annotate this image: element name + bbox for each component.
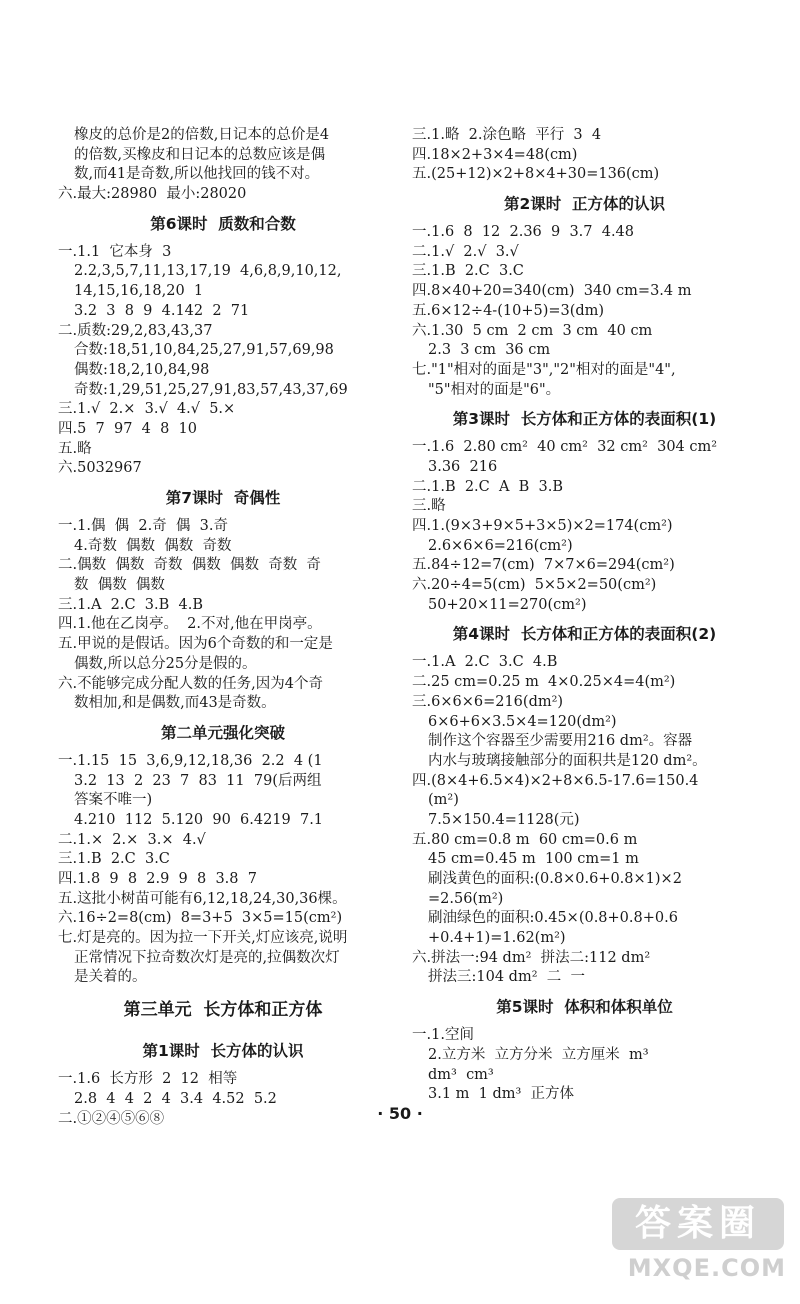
answer-line: 三.1.A 2.C 3.B 4.B: [58, 596, 203, 613]
answer-line: 四.18×2+3×4=48(cm): [412, 146, 578, 163]
answer-line: 四.1.8 9 8 2.9 9 8 3.8 7: [58, 871, 257, 887]
answer-line: 七.灯是亮的。因为拉一下开关,灯应该亮,说明: [58, 930, 348, 947]
answer-line: 二.1.√ 2.√ 3.√: [412, 243, 519, 260]
answer-line: 一.1.空间: [412, 1027, 474, 1044]
answer-line: 拼法三:104 dm² 二 一: [428, 969, 585, 986]
answer-line: 五.甲说的是假话。因为6个奇数的和一定是: [58, 636, 333, 653]
answer-line: 偶数:18,2,10,84,98: [74, 361, 210, 378]
answer-line: 二.25 cm=0.25 m 4×0.25×4=4(m²): [412, 674, 676, 691]
answer-line: 4.奇数 偶数 偶数 奇数: [74, 537, 232, 554]
answer-line: 六.16÷2=8(cm) 8=3+5 3×5=15(cm²): [58, 910, 343, 927]
answer-line: 6×6+6×3.5×4=120(dm²): [428, 713, 617, 730]
answer-line: 3.1 m 1 dm³ 正方体: [428, 1086, 575, 1103]
section-heading: 第6课时 质数和合数: [150, 214, 296, 233]
answer-line: 2.3 3 cm 36 cm: [428, 342, 551, 359]
answer-line: 二.1.B 2.C A B 3.B: [412, 478, 564, 495]
answer-line: 一.1.偶 偶 2.奇 偶 3.奇: [58, 518, 228, 534]
answer-line: 2.6×6×6=216(cm²): [428, 537, 573, 554]
section-heading: 第7课时 奇偶性: [165, 489, 281, 507]
watermark-url: MXQE.COM: [627, 1254, 786, 1282]
answer-line: 合数:18,51,10,84,25,27,91,57,69,98: [74, 342, 334, 359]
answer-line: 一.1.6 长方形 2 12 相等: [58, 1071, 238, 1088]
answer-line: 四.8×40+20=340(cm) 340 cm=3.4 m: [412, 283, 692, 300]
answer-line: 五.6×12÷4-(10+5)=3(dm): [412, 302, 605, 319]
answer-line: 六.20÷4=5(cm) 5×5×2=50(cm²): [412, 577, 657, 594]
answer-line: 一.1.A 2.C 3.C 4.B: [412, 654, 558, 671]
answer-line: 一.1.1 它本身 3: [58, 243, 172, 260]
answer-line: 四.1.(9×3+9×5+3×5)×2=174(cm²): [412, 518, 673, 534]
answer-line: (m²): [428, 792, 459, 809]
answer-line: 三.6×6×6=216(dm²): [412, 693, 564, 710]
page-number: · 50 ·: [377, 1104, 423, 1123]
answer-line: 3.36 216: [428, 458, 498, 475]
unit-heading: 第三单元 长方体和正方体: [123, 1000, 323, 1021]
answer-line: 数 偶数 偶数: [74, 577, 165, 594]
answer-line: 45 cm=0.45 m 100 cm=1 m: [428, 851, 639, 868]
answer-line: 六.拼法一:94 dm² 拼法二:112 dm²: [412, 949, 651, 966]
answer-line: 五.84÷12=7(cm) 7×7×6=294(cm²): [412, 557, 675, 574]
answer-line: 二.1.× 2.× 3.× 4.√: [58, 831, 206, 848]
answer-line: 五.略: [58, 440, 92, 457]
answer-line: 三.1.B 2.C 3.C: [412, 263, 524, 280]
left-column: [58, 126, 388, 1129]
answer-line: 一.1.15 15 3,6,9,12,18,36 2.2 4 (1: [58, 752, 323, 769]
section-heading: 第二单元强化突破: [160, 723, 285, 742]
right-column: [412, 126, 757, 1105]
answer-line: 的倍数,买橡皮和日记本的总数应该是偶: [74, 146, 326, 163]
answer-line: 7.5×150.4=1128(元): [428, 811, 580, 828]
answer-line: 二.质数:29,2,83,43,37: [58, 322, 213, 339]
answer-line: 数,而41是奇数,所以他找回的钱不对。: [74, 166, 320, 183]
answer-line: 橡皮的总价是2的倍数,日记本的总价是4: [74, 127, 330, 143]
answer-line: 2.8 4 4 2 4 3.4 4.52 5.2: [74, 1090, 277, 1107]
answer-line: 3.2 3 8 9 4.142 2 71: [74, 302, 250, 319]
answer-line: 一.1.6 2.80 cm² 40 cm² 32 cm² 304 cm²: [412, 439, 718, 456]
answer-line: 答案不唯一): [74, 792, 153, 809]
answer-line: 七."1"相对的面是"3","2"相对的面是"4",: [412, 361, 676, 378]
section-heading: 第4课时 长方体和正方体的表面积(2): [452, 625, 717, 644]
answer-line: 三.略: [412, 498, 446, 515]
answer-line: 正常情况下拉奇数次灯是亮的,拉偶数次灯: [74, 949, 340, 966]
answer-line: 制作这个容器至少需要用216 dm²。容器: [428, 733, 693, 750]
answer-line: =2.56(m²): [428, 890, 504, 907]
answer-line: 二.①②④⑤⑥⑧: [58, 1110, 165, 1127]
answer-line: 五.(25+12)×2+8×4+30=136(cm): [412, 166, 660, 183]
answer-line: 3.2 13 2 23 7 83 11 79(后两组: [74, 772, 322, 789]
answer-line: 一.1.6 8 12 2.36 9 3.7 4.48: [412, 224, 635, 241]
answer-line: 2.2,3,5,7,11,13,17,19 4,6,8,9,10,12,: [74, 263, 342, 280]
answer-line: 是关着的。: [74, 969, 147, 986]
section-heading: 第5课时 体积和体积单位: [496, 998, 673, 1017]
answer-line: 刷油绿色的面积:0.45×(0.8+0.8+0.6: [428, 910, 678, 927]
answer-line: 四.(8×4+6.5×4)×2+8×6.5-17.6=150.4: [412, 772, 699, 789]
answer-line: 六.1.30 5 cm 2 cm 3 cm 40 cm: [412, 322, 653, 339]
answer-line: 三.1.略 2.涂色略 平行 3 4: [412, 127, 602, 143]
answer-line: 14,15,16,18,20 1: [74, 283, 204, 300]
answer-line: 四.1.他在乙岗亭。 2.不对,他在甲岗亭。: [58, 616, 322, 633]
section-heading: 第1课时 长方体的认识: [142, 1042, 304, 1061]
answer-line: 三.1.B 2.C 3.C: [58, 851, 170, 868]
answer-line: 二.偶数 偶数 奇数 偶数 偶数 奇数 奇: [58, 557, 321, 574]
answer-line: 六.最大:28980 最小:28020: [58, 186, 247, 203]
answer-line: 2.立方米 立方分米 立方厘米 m³: [428, 1046, 649, 1063]
section-heading: 第3课时 长方体和正方体的表面积(1): [452, 410, 717, 429]
answer-line: 刷浅黄色的面积:(0.8×0.6+0.8×1)×2: [428, 871, 682, 887]
watermark-logo: [600, 1196, 792, 1296]
answer-line: 4.210 112 5.120 90 6.4219 7.1: [74, 811, 324, 828]
answer-line: 四.5 7 97 4 8 10: [58, 420, 198, 437]
section-heading: 第2课时 正方体的认识: [503, 195, 666, 214]
answer-line: 三.1.√ 2.× 3.√ 4.√ 5.×: [58, 401, 236, 418]
answer-line: +0.4+1)=1.62(m²): [428, 930, 566, 947]
answer-line: 50+20×11=270(cm²): [428, 596, 587, 613]
answer-line: 五.这批小树苗可能有6,12,18,24,30,36棵。: [58, 890, 347, 907]
answer-line: 偶数,所以总分25分是假的。: [74, 655, 257, 672]
answer-line: "5"相对的面是"6"。: [428, 381, 561, 398]
answer-line: 六.不能够完成分配人数的任务,因为4个奇: [58, 675, 323, 692]
answer-line: 奇数:1,29,51,25,27,91,83,57,43,37,69: [74, 381, 348, 398]
answer-line: 六.5032967: [58, 460, 142, 477]
watermark-logo-mark: 答案圈: [612, 1198, 784, 1250]
answer-line: dm³ cm³: [428, 1066, 494, 1083]
answer-line: 数相加,和是偶数,而43是奇数。: [74, 695, 276, 712]
answer-line: 内水与玻璃接触部分的面积共是120 dm²。: [428, 752, 707, 769]
answer-line: 五.80 cm=0.8 m 60 cm=0.6 m: [412, 831, 638, 848]
